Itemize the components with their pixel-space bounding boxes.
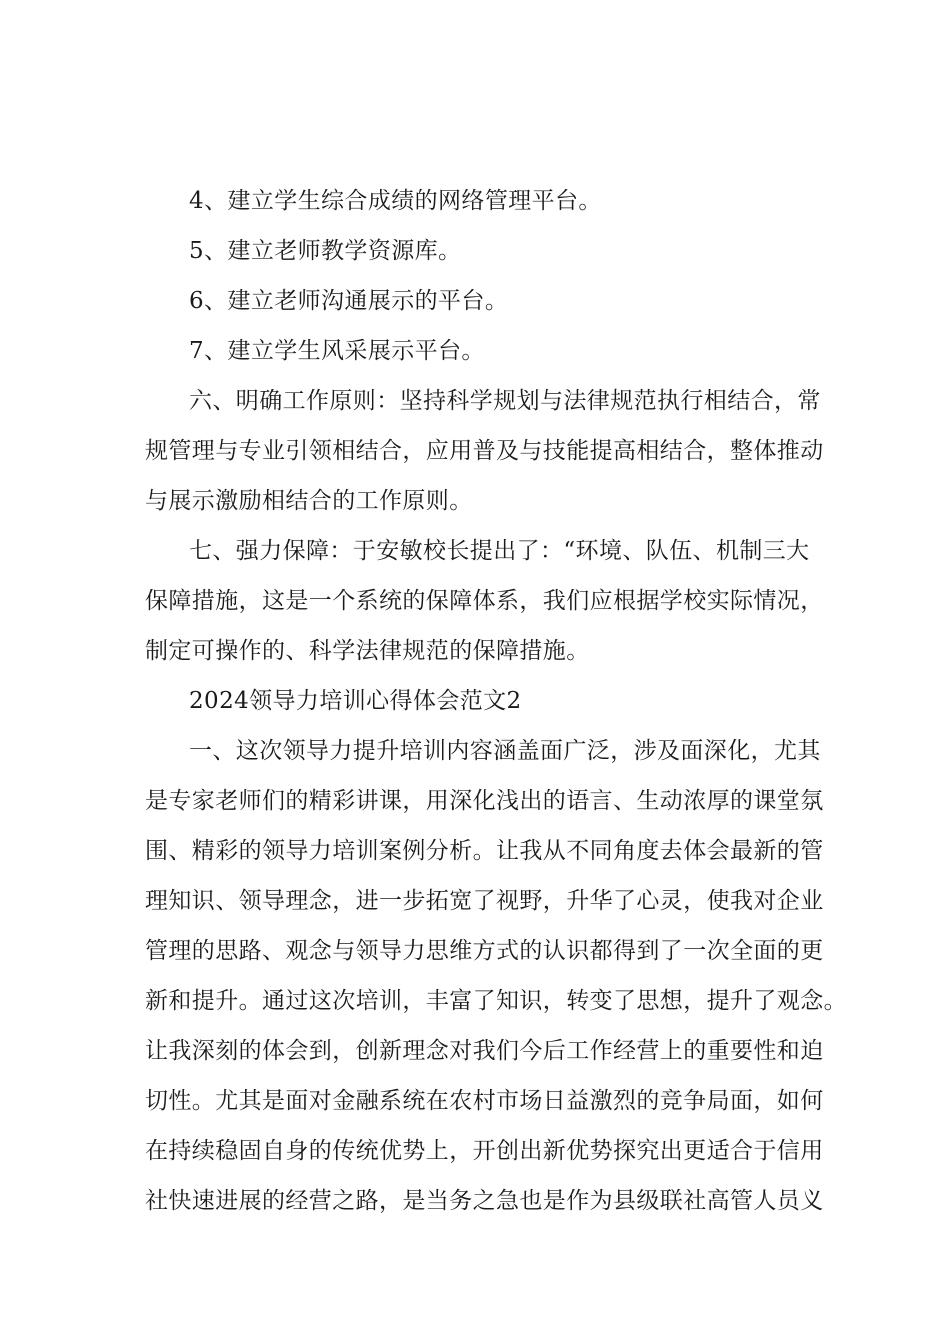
section-heading: 2024领导力培训心得体会范文2	[189, 688, 522, 714]
list-item-5: 5、建立老师教学资源库。	[189, 238, 462, 264]
paragraph-line-10: 社快速进展的经营之路，是当务之急也是作为县级联社高管人员义	[145, 1188, 824, 1214]
list-item-4: 4、建立学生综合成绩的网络管理平台。	[189, 188, 602, 214]
section-seven-line-2: 保障措施，这是一个系统的保障体系，我们应根据学校实际情况，	[145, 588, 824, 614]
paragraph-line-4: 理知识、领导理念，进一步拓宽了视野，升华了心灵，使我对企业	[145, 888, 824, 914]
paragraph-line-7: 让我深刻的体会到，创新理念对我们今后工作经营上的重要性和迫	[145, 1038, 824, 1064]
section-seven-line-3: 制定可操作的、科学法律规范的保障措施。	[145, 638, 590, 664]
paragraph-line-3: 围、精彩的领导力培训案例分析。让我从不同角度去体会最新的管	[145, 838, 824, 864]
paragraph-line-6: 新和提升。通过这次培训，丰富了知识，转变了思想，提升了观念。	[145, 988, 847, 1014]
list-item-7: 7、建立学生风采展示平台。	[189, 338, 485, 364]
paragraph-line-2: 是专家老师们的精彩讲课，用深化浅出的语言、生动浓厚的课堂氛	[145, 788, 824, 814]
paragraph-line-1: 一、这次领导力提升培训内容涵盖面广泛，涉及面深化，尤其	[189, 738, 821, 764]
paragraph-line-9: 在持续稳固自身的传统优势上，开创出新优势探究出更适合于信用	[145, 1138, 824, 1164]
paragraph-line-5: 管理的思路、观念与领导力思维方式的认识都得到了一次全面的更	[145, 938, 824, 964]
paragraph-line-8: 切性。尤其是面对金融系统在农村市场日益激烈的竞争局面，如何	[145, 1088, 824, 1114]
section-six-line-3: 与展示激励相结合的工作原则。	[145, 488, 473, 514]
list-item-6: 6、建立老师沟通展示的平台。	[189, 288, 509, 314]
section-seven-line-1: 七、强力保障：于安敏校长提出了：“环境、队伍、机制三大	[189, 538, 810, 564]
section-six-line-2: 规管理与专业引领相结合，应用普及与技能提高相结合，整体推动	[145, 438, 824, 464]
section-six-line-1: 六、明确工作原则：坚持科学规划与法律规范执行相结合，常	[189, 388, 821, 414]
